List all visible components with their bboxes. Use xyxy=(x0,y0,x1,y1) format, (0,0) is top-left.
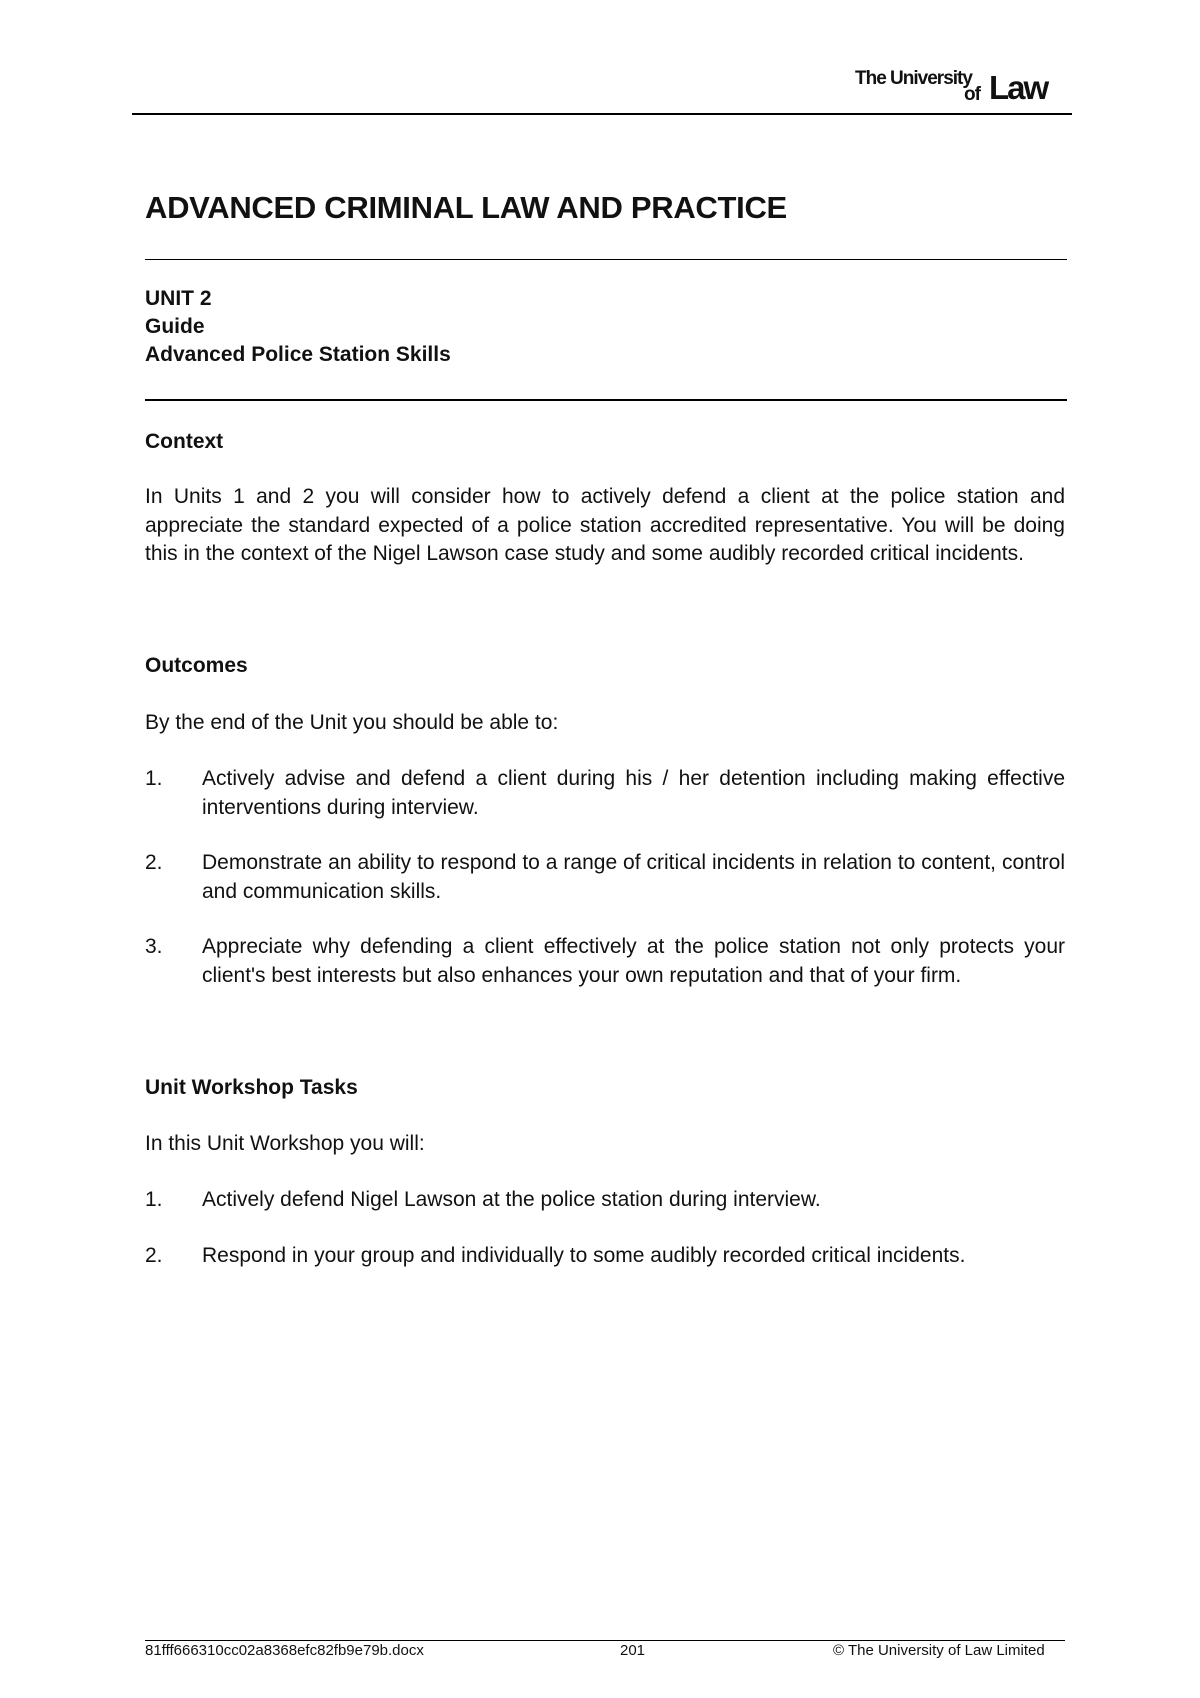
context-heading: Context xyxy=(145,430,224,453)
context-body: In Units 1 and 2 you will consider how to actively defend a client at the police station and appreciate the standard expected of a police station accredited representative. You will be doing this in the context of the Nigel Lawson case study and some audibly recorded critical incidents. xyxy=(145,485,1065,565)
outcomes-intro: By the end of the Unit you should be able to: xyxy=(145,711,559,734)
task-text: Respond in your group and individually to some audibly recorded critical incidents. xyxy=(202,1244,966,1267)
footer-filename: 81fff666310cc02a8368efc82fb9e79b.docx xyxy=(145,1642,424,1659)
document-title: ADVANCED CRIMINAL LAW AND PRACTICE xyxy=(145,190,787,225)
unit-type: Guide xyxy=(145,315,205,338)
unit-number: UNIT 2 xyxy=(145,287,212,310)
logo-line-2: of xyxy=(964,84,980,105)
task-number: 2. xyxy=(145,1244,163,1267)
task-number: 1. xyxy=(145,1188,163,1211)
unit-block xyxy=(145,285,451,369)
outcome-number: 3. xyxy=(145,935,163,958)
logo-line-1: The University xyxy=(855,68,972,89)
outcome-text: Appreciate why defending a client effectively at the police station not only protects your client's best interests but also enhances your own reputation and that of your firm. xyxy=(202,935,1065,987)
task-text: Actively defend Nigel Lawson at the police station during interview. xyxy=(202,1188,821,1211)
university-logo xyxy=(855,64,1065,108)
title-divider xyxy=(145,259,1067,260)
outcome-text: Demonstrate an ability to respond to a range of critical incidents in relation to content, control and communication skills. xyxy=(202,851,1065,903)
footer-page-number: 201 xyxy=(620,1642,646,1659)
logo-line-3: Law xyxy=(989,69,1048,106)
outcome-number: 2. xyxy=(145,851,163,874)
footer-rule xyxy=(145,1640,1065,1641)
unit-name: Advanced Police Station Skills xyxy=(145,343,451,366)
tasks-heading: Unit Workshop Tasks xyxy=(145,1076,358,1099)
header-rule xyxy=(132,113,1072,115)
outcomes-heading: Outcomes xyxy=(145,654,248,677)
footer-copyright: © The University of Law Limited xyxy=(833,1642,1045,1659)
tasks-intro: In this Unit Workshop you will: xyxy=(145,1132,425,1155)
unit-divider xyxy=(145,399,1067,401)
outcome-text: Actively advise and defend a client during his / her detention including making effective interventions during interview. xyxy=(202,767,1065,819)
outcome-number: 1. xyxy=(145,767,163,790)
